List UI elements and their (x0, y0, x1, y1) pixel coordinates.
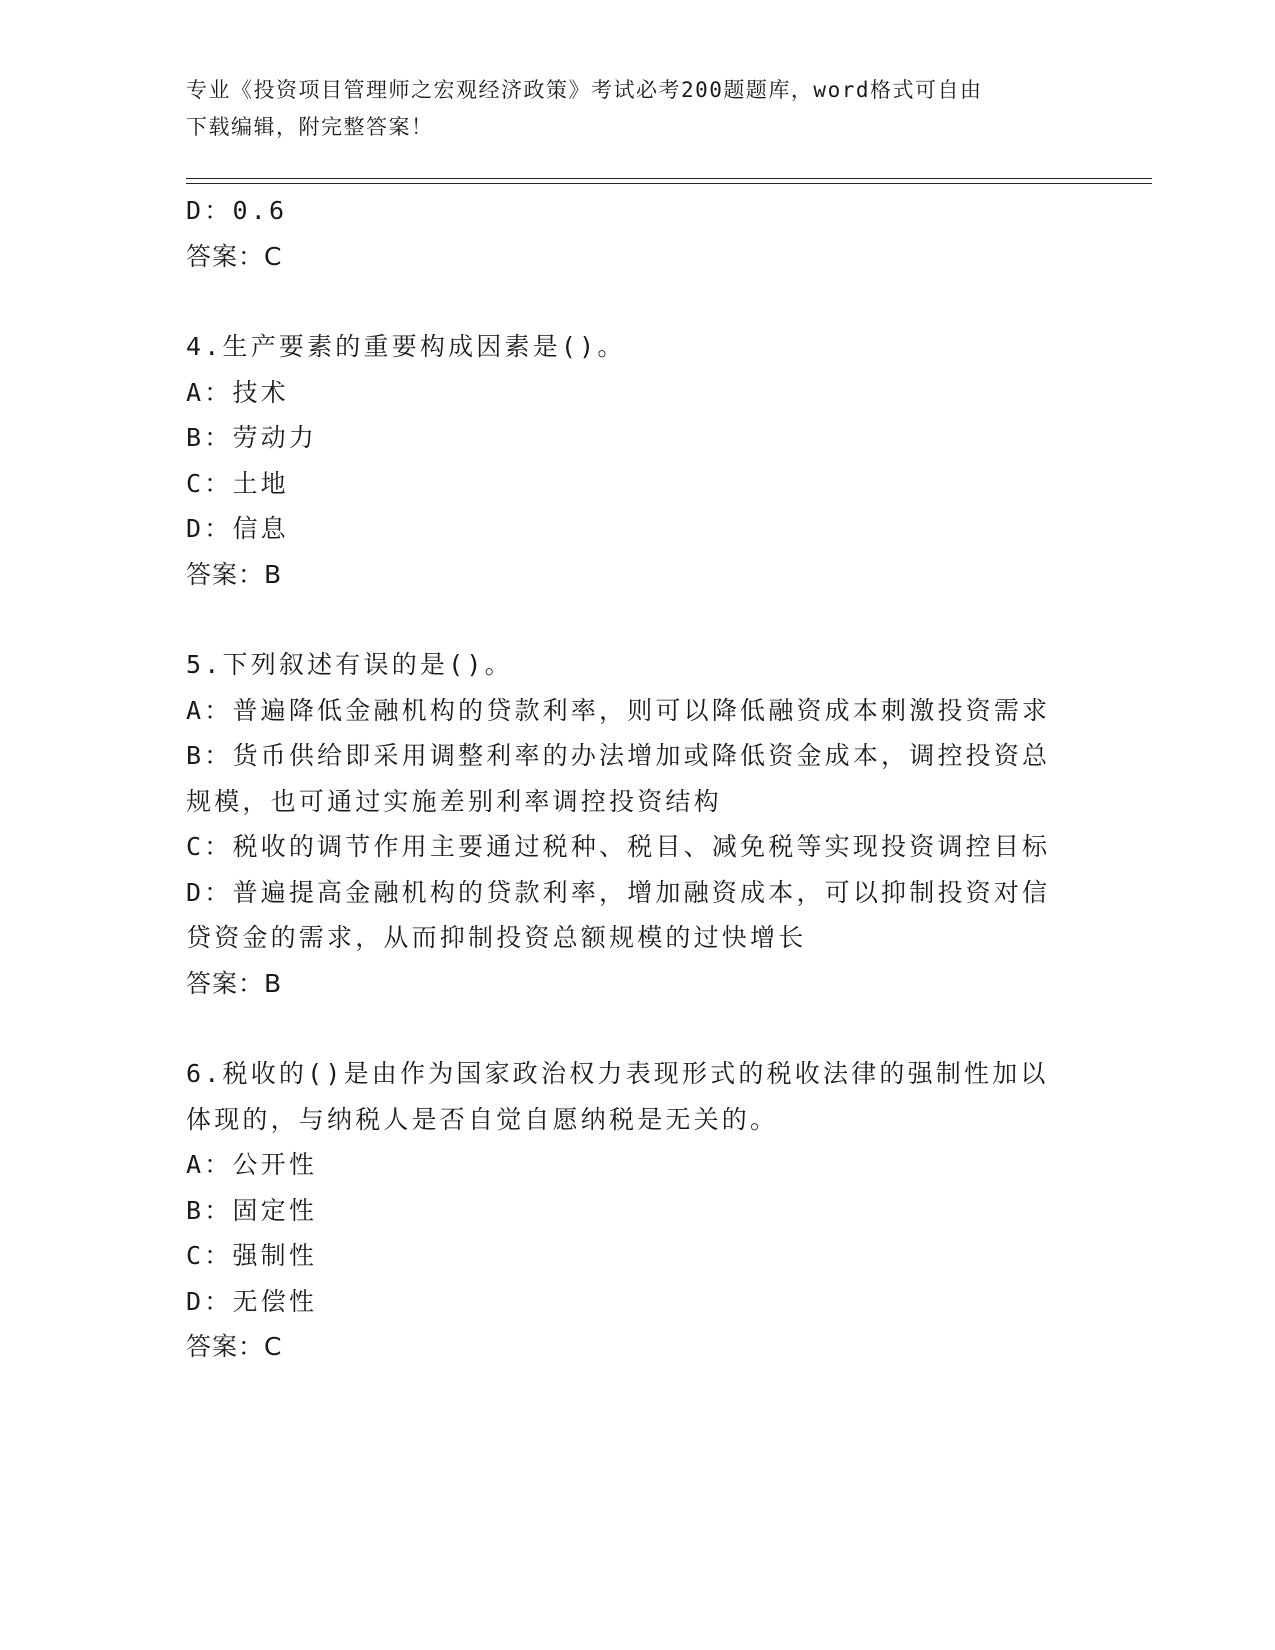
option-a: A：技术 (186, 377, 289, 407)
option-b: B：劳动力 (186, 423, 318, 452)
option-d: D：无偿性 (186, 1286, 318, 1316)
document-header (186, 72, 1086, 146)
option-d-continued: 贷资金的需求，从而抑制投资总额规模的过快增长 (186, 923, 807, 952)
option-b: B：固定性 (186, 1195, 318, 1225)
question-stem: 5.下列叙述有误的是()。 (186, 650, 513, 679)
header-line-1: 专业《投资项目管理师之宏观经济政策》考试必考200题题库，word格式可自由 (186, 78, 983, 102)
question-stem: 4.生产要素的重要构成因素是()。 (186, 332, 626, 361)
question-stem-continued: 体现的，与纳税人是否自觉自愿纳税是无关的。 (186, 1104, 779, 1134)
header-divider-top (186, 178, 1152, 179)
option-c: C：强制性 (186, 1241, 318, 1270)
answer-line: 答案：B (186, 968, 283, 998)
option-c: C：土地 (186, 468, 289, 498)
header-divider-bottom (186, 183, 1152, 184)
option-d: D：普遍提高金融机构的贷款利率，增加融资成本，可以抑制投资对信 (186, 877, 1051, 907)
option-b-continued: 规模，也可通过实施差别利率调控投资结构 (186, 786, 722, 816)
question-6 (186, 1051, 1086, 1370)
answer-line: 答案：B (186, 559, 283, 589)
question-4 (186, 324, 1086, 597)
option-a: A：普遍降低金融机构的贷款利率，则可以降低融资成本刺激投资需求 (186, 695, 1051, 725)
answer-line: 答案：C (186, 241, 283, 271)
option-c: C：税收的调节作用主要通过税种、税目、减免税等实现投资调控目标 (186, 832, 1051, 861)
option-b: B：货币供给即采用调整利率的办法增加或降低资金成本，调控投资总 (186, 741, 1051, 770)
header-line-2: 下载编辑，附完整答案！ (186, 115, 434, 139)
document-body (186, 188, 1086, 1370)
option-d: D：信息 (186, 514, 289, 543)
option-a: A：公开性 (186, 1150, 318, 1179)
question-stem: 6.税收的()是由作为国家政治权力表现形式的税收法律的强制性加以 (186, 1059, 1049, 1088)
question-5 (186, 642, 1086, 1006)
option-d: D：0.6 (186, 196, 288, 225)
previous-question-tail (186, 188, 1086, 279)
answer-line: 答案：C (186, 1332, 283, 1361)
